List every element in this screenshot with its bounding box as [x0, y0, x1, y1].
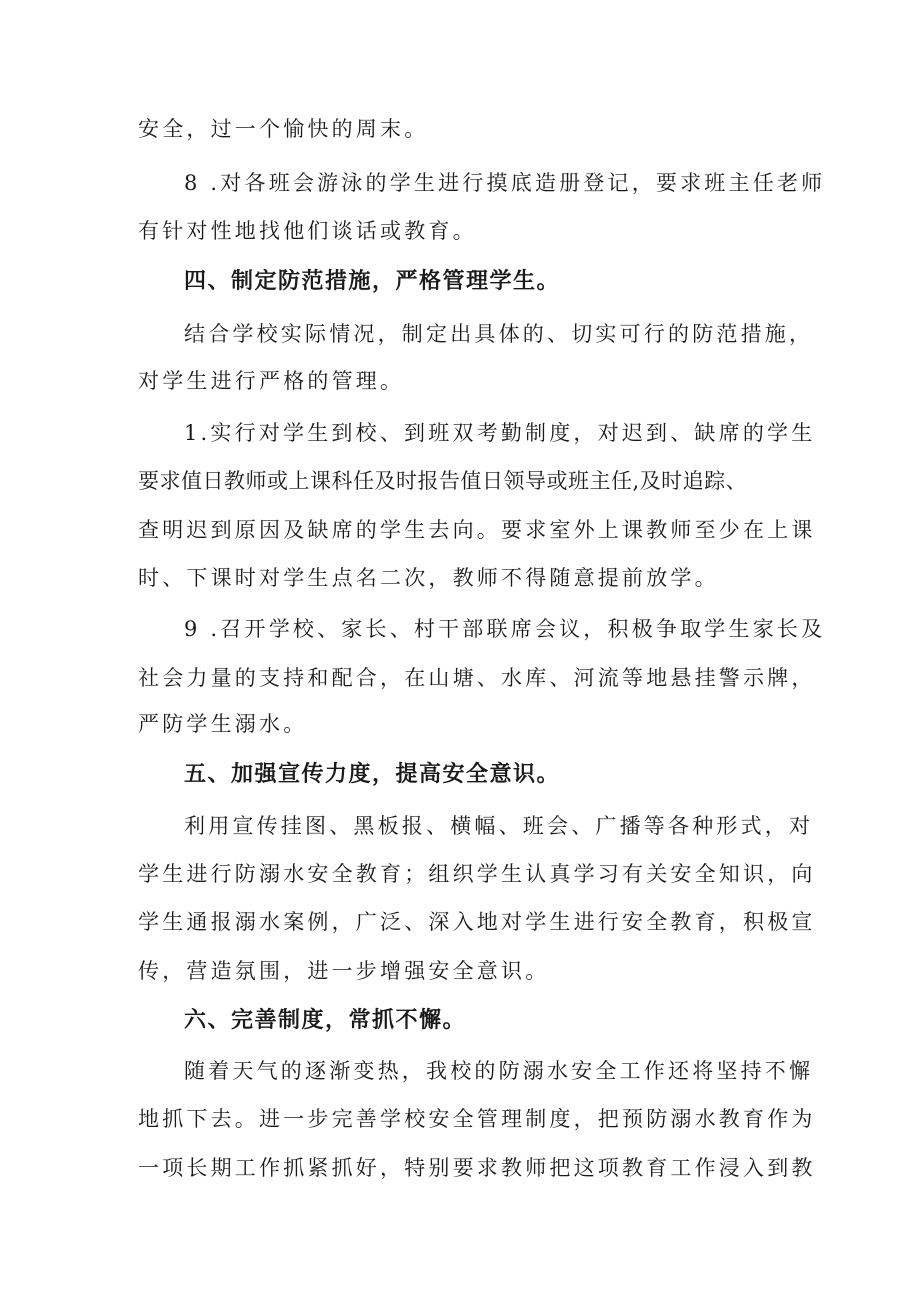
text-line-content: 对学生进行严格的管理。	[138, 369, 405, 393]
text-line	[0, 309, 920, 359]
text-line	[0, 456, 920, 506]
text-line	[0, 356, 920, 406]
numbered-item-9	[0, 604, 920, 654]
text-line-content: 9 .召开学校、家长、村干部联席会议，积极争取学生家长及	[184, 617, 826, 641]
text-line	[0, 897, 920, 947]
section-heading-6	[0, 996, 920, 1046]
text-line-content: 查明迟到原因及缺席的学生去向。要求室外上课教师至少在上课	[138, 518, 816, 542]
text-line	[0, 946, 920, 996]
text-line	[0, 699, 920, 749]
text-line-content: 一项长期工作抓紧抓好，特别要求教师把这项教育工作浸入到教	[138, 1156, 816, 1180]
text-line	[0, 1046, 920, 1096]
section-heading-4	[0, 257, 920, 307]
text-line-content: 严防学生溺水。	[138, 712, 308, 736]
text-line-content: 要求值日教师或上课科任及时报告值日领导或班主任,及时追踪、	[138, 469, 748, 493]
text-line	[0, 206, 920, 256]
text-line-content: 随着天气的逐渐变热，我校的防溺水安全工作还将坚持不懈	[184, 1059, 814, 1083]
text-line	[0, 1094, 920, 1144]
text-line	[0, 553, 920, 603]
section-heading-text: 六、完善制度，常抓不懈。	[184, 1008, 467, 1033]
text-line-content: 学生进行防溺水安全教育；组织学生认真学习有关安全知识，向	[138, 862, 816, 886]
text-line	[0, 653, 920, 703]
text-line-content: 利用宣传挂图、黑板报、横幅、班会、广播等各种形式，对	[184, 814, 814, 838]
text-line-content: 安全，过一个愉快的周末。	[138, 117, 429, 141]
text-line-content: 社会力量的支持和配合，在山塘、水库、河流等地悬挂警示牌，	[138, 666, 816, 690]
text-line	[0, 801, 920, 851]
text-line	[0, 104, 920, 154]
text-line	[0, 505, 920, 555]
text-line-content: 传，营造氛围，进一步增强安全意识。	[138, 959, 550, 983]
text-line-content: 时、下课时对学生点名二次，教师不得随意提前放学。	[138, 566, 719, 590]
text-line-content: 有针对性地找他们谈话或教育。	[138, 219, 477, 243]
text-line-content: 学生通报溺水案例，广泛、深入地对学生进行安全教育，积极宣	[138, 910, 816, 934]
numbered-item-1	[0, 408, 920, 458]
section-heading-text: 五、加强宣传力度，提高安全意识。	[184, 762, 561, 787]
text-line-content: 1.实行对学生到校、到班双考勤制度，对迟到、缺席的学生	[184, 421, 816, 445]
text-line-content: 地抓下去。进一步完善学校安全管理制度，把预防溺水教育作为	[138, 1107, 816, 1131]
numbered-item-8	[0, 158, 920, 208]
text-line	[0, 1143, 920, 1193]
section-heading-5	[0, 750, 920, 800]
text-line	[0, 849, 920, 899]
text-line-content: 8 .对各班会游泳的学生进行摸底造册登记，要求班主任老师	[184, 171, 826, 195]
section-heading-text: 四、制定防范措施，严格管理学生。	[184, 269, 561, 294]
text-line-content: 结合学校实际情况，制定出具体的、切实可行的防范措施，	[184, 322, 814, 346]
